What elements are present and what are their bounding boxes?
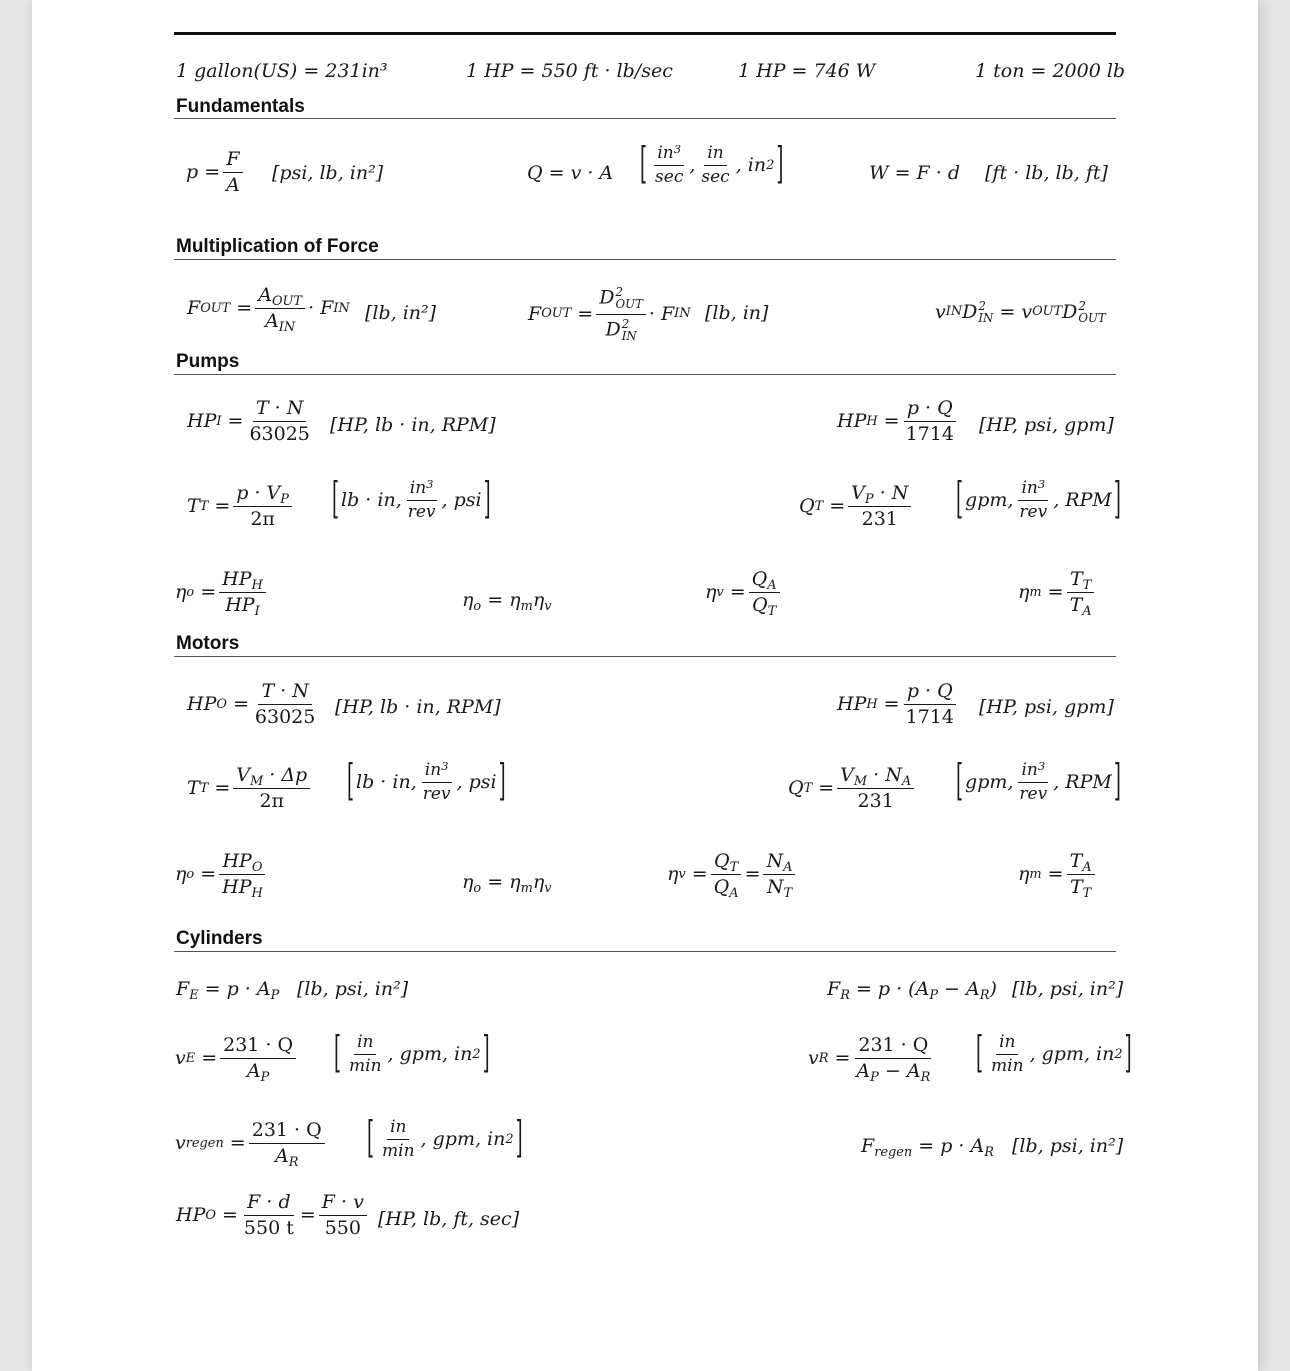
units-regenerative-velocity: [ $\frac{in}{\min}$ , gpm, in 2 ] [367, 1113, 523, 1164]
units-retraction-force: [lb, psi, in²] [1012, 978, 1124, 1000]
units-motor-torque: [ lb · in, $\frac{in^3}{\text{rev}}$ , psi ] [347, 756, 506, 807]
units-cylinder-output-hp: [HP, lb, ft, sec] [378, 1208, 520, 1230]
equation-pressure: p = $\frac{F}{A}$ [186, 150, 246, 195]
constant-hp-w: 1 HP = 746 W [738, 60, 876, 82]
equation-pump-overall-efficiency: η o = $\frac{HP_H}{HP_I}$ [175, 570, 269, 615]
equation-pump-efficiency-product: $\eta_o = \eta_m\eta_v$ [462, 589, 552, 614]
units-retraction-velocity: [ $\frac{in}{\min}$ , gpm, in 2 ] [976, 1028, 1132, 1079]
top-rule [174, 32, 1116, 35]
equation-cylinder-output-hp: HP O = $\frac{F \cdot d}{550 t}$ = $\frac{F \cdot v}{550}$ [176, 1193, 370, 1238]
heading-cylinders: Cylinders [176, 928, 263, 949]
equation-pump-input-hp: HP I = $\frac{T \cdot N}{63025}$ [187, 397, 310, 445]
constant-gallon: 1 gallon(US) = 231in³ [176, 60, 388, 82]
units-force-diameter: [lb, in] [705, 302, 769, 324]
units-pressure: [psi, lb, in²] [272, 162, 384, 184]
equation-extension-velocity: v E = $\frac{231 \cdot Q}{A_P}$ [175, 1036, 299, 1081]
equation-retraction-velocity: v R = $\frac{231 \cdot Q}{A_P - A_R}$ [808, 1034, 931, 1085]
section-rule [174, 259, 1116, 260]
heading-motors: Motors [176, 633, 240, 654]
equation-motor-volumetric-efficiency: η v = $\frac{Q_T}{Q_A}$ = $\frac{N_A}{N_T}$ [667, 852, 798, 897]
heading-fundamentals: Fundamentals [176, 96, 305, 117]
units-flow: [ $\frac{in^3}{\sec}$ , $\frac{in}{\sec}$ , in 2 ] [640, 139, 784, 190]
equation-pump-volumetric-efficiency: η v = $\frac{Q_A}{Q_T}$ [705, 570, 783, 615]
units-work: [ft · lb, lb, ft] [985, 162, 1108, 184]
equation-work: W = F · d [869, 162, 960, 184]
equation-motor-overall-efficiency: η o = $\frac{HP_O}{HP_H}$ [175, 852, 269, 897]
equation-regenerative-force: $F_{regen} = p \cdot A_R$ [861, 1135, 994, 1160]
document-page [32, 0, 1258, 1371]
units-pump-torque: [ lb · in, $\frac{in^3}{\text{rev}}$ , psi ] [332, 474, 491, 525]
heading-multiplication-of-force: Multiplication of Force [176, 236, 379, 257]
equation-motor-output-hp: HP O = $\frac{T \cdot N}{63025}$ [187, 680, 316, 728]
units-motor-hydraulic-hp: [HP, psi, gpm] [979, 696, 1114, 718]
section-rule [174, 951, 1116, 952]
equation-motor-mechanical-efficiency: η m = $\frac{T_A}{T_T}$ [1018, 852, 1098, 897]
units-motor-output-hp: [HP, lb · in, RPM] [335, 696, 501, 718]
equation-motor-theoretical-torque: T T = $\frac{V_M \cdot \Delta p}{2\pi}$ [187, 766, 313, 811]
heading-pumps: Pumps [176, 351, 240, 372]
equation-motor-theoretical-flow: Q T = $\frac{V_M \cdot N_A}{231}$ [788, 766, 917, 811]
equation-force-diameter-ratio: F OUT = D 2 OUT D 2 IN · F IN [528, 285, 691, 344]
section-rule [174, 374, 1116, 375]
section-rule [174, 656, 1116, 657]
equation-velocity-diameter: v IN D 2 IN = v OUT D 2 OUT [935, 299, 1106, 326]
constant-hp-ft: 1 HP = 550 ft · lb/sec [466, 60, 673, 82]
equation-pump-mechanical-efficiency: η m = $\frac{T_T}{T_A}$ [1018, 570, 1098, 615]
equation-force-area-ratio: F OUT = $\frac{A_{OUT}}{A_{IN}}$ · F IN [187, 284, 350, 335]
units-pump-hydraulic-hp: [HP, psi, gpm] [979, 414, 1114, 436]
units-extension-velocity: [ $\frac{in}{\min}$ , gpm, in 2 ] [334, 1028, 490, 1079]
equation-extension-force: $F_E = p \cdot A_P$ [176, 978, 280, 1003]
equation-pump-hydraulic-hp: HP H = $\frac{p \cdot Q}{1714}$ [837, 397, 954, 445]
section-rule [174, 118, 1116, 119]
units-pump-input-hp: [HP, lb · in, RPM] [330, 414, 496, 436]
equation-pump-theoretical-torque: T T = $\frac{p \cdot V_P}{2\pi}$ [187, 484, 295, 529]
equation-flow: Q = v · A [527, 162, 614, 184]
formula-sheet [32, 0, 1258, 1371]
units-regenerative-force: [lb, psi, in²] [1012, 1135, 1124, 1157]
units-pump-flow: [ gpm, $\frac{in^3}{\text{rev}}$ , RPM ] [956, 474, 1121, 525]
equation-motor-hydraulic-hp: HP H = $\frac{p \cdot Q}{1714}$ [837, 680, 954, 728]
equation-retraction-force: $F_R = p \cdot (A_P - A_R)$ [827, 978, 997, 1003]
units-motor-flow: [ gpm, $\frac{in^3}{\text{rev}}$ , RPM ] [956, 756, 1121, 807]
units-extension-force: [lb, psi, in²] [297, 978, 409, 1000]
equation-pump-theoretical-flow: Q T = $\frac{V_P \cdot N}{231}$ [799, 484, 914, 529]
equation-motor-efficiency-product: $\eta_o = \eta_m\eta_v$ [462, 871, 552, 896]
constant-ton: 1 ton = 2000 lb [975, 60, 1126, 82]
units-force-area: [lb, in²] [365, 302, 437, 324]
equation-regenerative-velocity: v regen = $\frac{231 \cdot Q}{A_R}$ [175, 1121, 328, 1166]
